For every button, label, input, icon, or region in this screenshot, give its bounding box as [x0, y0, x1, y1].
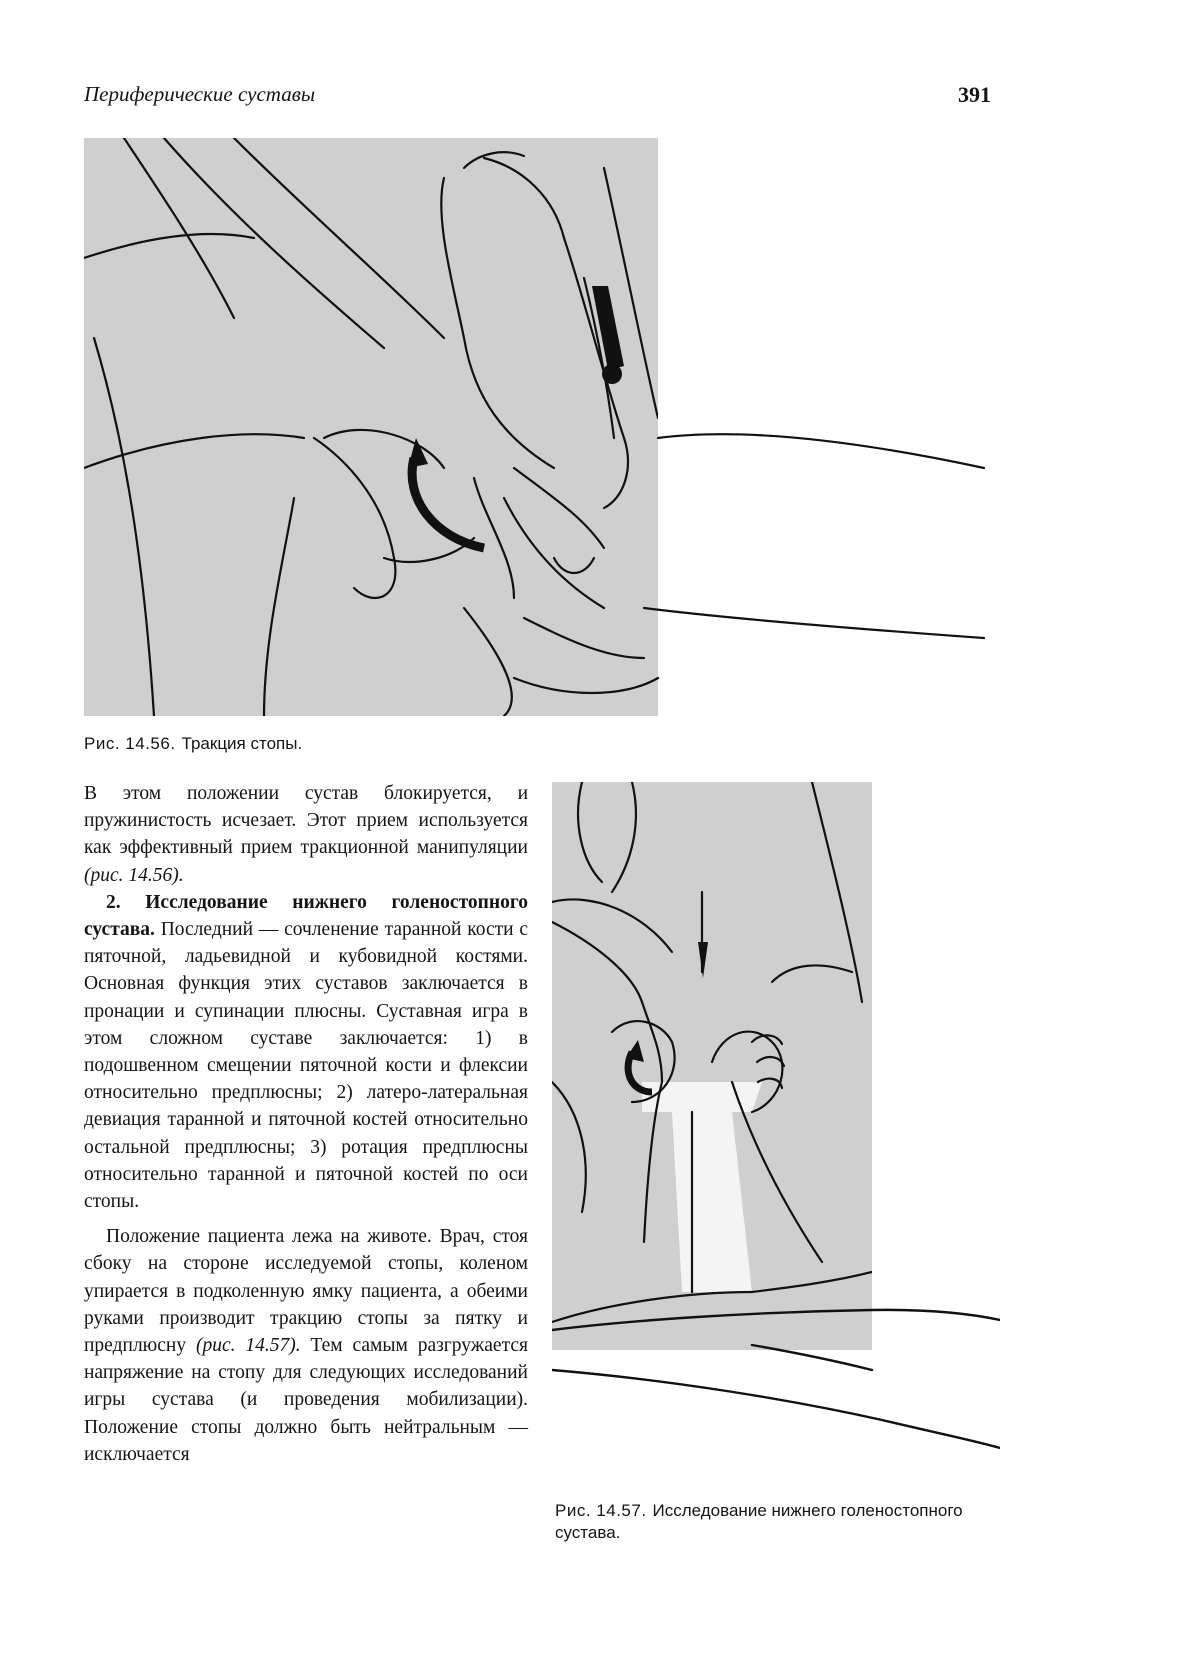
- figure-14-57-caption: [555, 1500, 995, 1544]
- figure-14-56-illustration: [84, 138, 658, 716]
- figure-14-57-label: Рис. 14.57.: [555, 1501, 647, 1520]
- paragraph-2-text: Последний — сочленение таранной кости с пяточной, ладьевидной и кубовидной костями. Основная функция этих суставов заключается в пронации и супинации плюсны. Суставная игра в этом сложном суставе заключается: 1) в подошвенном смещении пяточной кости и флексии относительно предплюсны; 2) латеро-латеральная девиация таранной и пяточной костей относительно остальной предплюсны; 3) ротация предплюсны относительно таранной и пяточной костей по оси стопы.: [84, 919, 528, 1213]
- figure-14-56-label: Рис. 14.56.: [84, 734, 176, 753]
- paragraph-3-text-a: Положение пациента лежа на животе. Врач, стоя сбоку на стороне исследуемой стопы, коленом упирается в подколенную ямку пациента, а обеими руками производит тракцию стопы за пятку и предплюсну: [84, 1226, 528, 1357]
- body-text-column: [84, 780, 528, 1468]
- figure-ref-14-57: (рис. 14.57).: [195, 1335, 301, 1357]
- page-number: 391: [958, 82, 991, 107]
- figure-ref-14-56: (рис. 14.56).: [84, 864, 184, 886]
- paragraph-3: [84, 1223, 528, 1468]
- figure-14-56-caption-text: Тракция стопы.: [181, 734, 303, 753]
- section-heading-lower-ankle: 2. Исследование нижнего голеностопного сустава.: [84, 891, 528, 941]
- figure-14-57-illustration: [552, 782, 872, 1350]
- paragraph-2: [84, 889, 528, 1215]
- paragraph-3-text-b: Тем самым разгружается напряжение на стопу для следующих исследований игры сустава (и проведения мобилизации). Положение стопы должно быть нейтральным — исключается: [84, 1335, 528, 1465]
- running-title: Периферические суставы: [84, 82, 316, 106]
- figure-14-57-caption-text: Исследование нижнего голеностопного сустава.: [555, 1501, 963, 1542]
- paragraph-1: [84, 780, 528, 889]
- paragraph-1-text: В этом положении сустав блокируется, и пружинистость исчезает. Этот прием используется как эффективный прием тракционной манипуляции: [84, 783, 528, 859]
- figure-14-56-caption: [84, 733, 302, 755]
